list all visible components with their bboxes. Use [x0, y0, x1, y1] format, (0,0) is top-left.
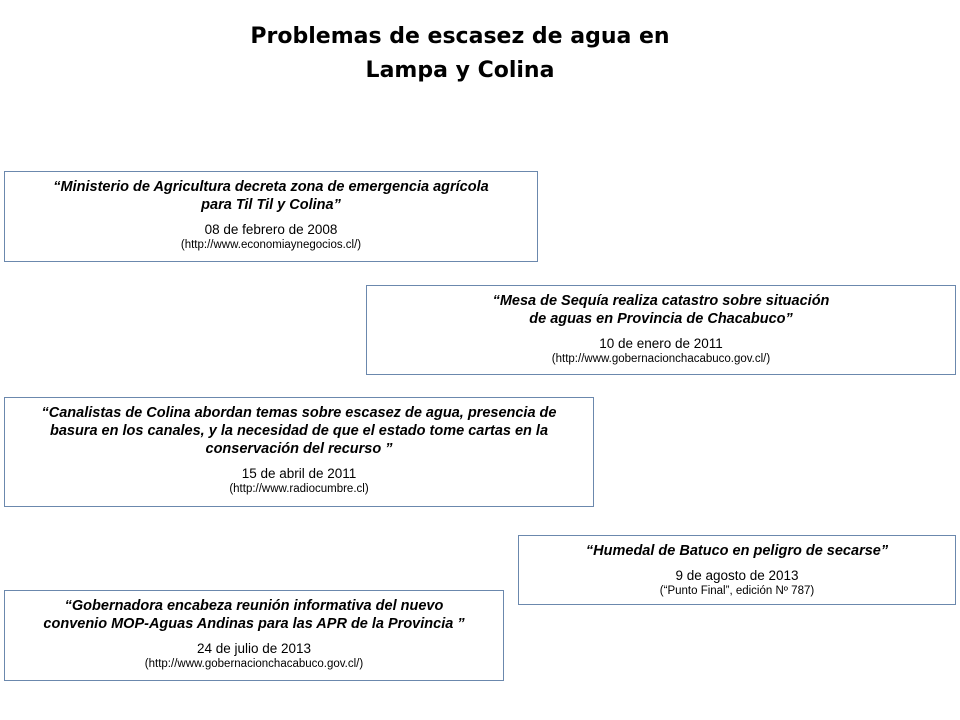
news-headline-line: basura en los canales, y la necesidad de que el estado tome cartas en la	[49, 423, 549, 439]
news-headline-line: conservación del recurso ”	[205, 441, 393, 457]
page-title	[180, 20, 740, 88]
news-headline	[15, 597, 493, 633]
news-headline-line: “Mesa de Sequía realiza catastro sobre situación	[492, 293, 830, 309]
news-card-agriculture-emergency	[4, 171, 538, 262]
news-card-batuco-wetland	[518, 535, 956, 605]
news-headline-line: convenio MOP-Aguas Andinas para las APR de la Provincia ”	[43, 616, 465, 632]
news-source: (http://www.gobernacionchacabuco.gov.cl/)	[551, 353, 771, 365]
news-date: 15 de abril de 2011	[241, 466, 357, 481]
news-card-drought-table	[366, 285, 956, 375]
news-headline	[529, 542, 945, 560]
page-title-line-1: Problemas de escasez de agua en	[250, 24, 670, 49]
news-date: 08 de febrero de 2008	[204, 222, 338, 237]
news-headline	[15, 404, 583, 458]
news-headline-line: “Ministerio de Agricultura decreta zona de emergencia agrícola	[53, 179, 489, 195]
news-headline-line: de aguas en Provincia de Chacabuco”	[529, 311, 793, 327]
news-headline-line: “Canalistas de Colina abordan temas sobre escasez de agua, presencia de	[41, 405, 557, 421]
news-headline	[15, 178, 527, 214]
news-date: 24 de julio de 2013	[196, 641, 312, 656]
news-source: (“Punto Final”, edición Nº 787)	[659, 585, 815, 597]
page-title-line-2: Lampa y Colina	[365, 58, 555, 83]
news-source: (http://www.economiaynegocios.cl/)	[180, 239, 362, 251]
news-card-governor-meeting	[4, 590, 504, 681]
news-headline-line: “Humedal de Batuco en peligro de secarse”	[585, 543, 889, 559]
news-headline-line: “Gobernadora encabeza reunión informativa del nuevo	[64, 598, 444, 614]
news-card-canal-users	[4, 397, 594, 507]
news-headline	[377, 292, 945, 328]
news-date: 10 de enero de 2011	[599, 336, 723, 351]
news-date: 9 de agosto de 2013	[675, 568, 799, 583]
news-headline-line: para Til Til y Colina”	[201, 197, 341, 213]
news-source: (http://www.radiocumbre.cl)	[229, 483, 369, 495]
news-source: (http://www.gobernacionchacabuco.gov.cl/)	[144, 658, 364, 670]
